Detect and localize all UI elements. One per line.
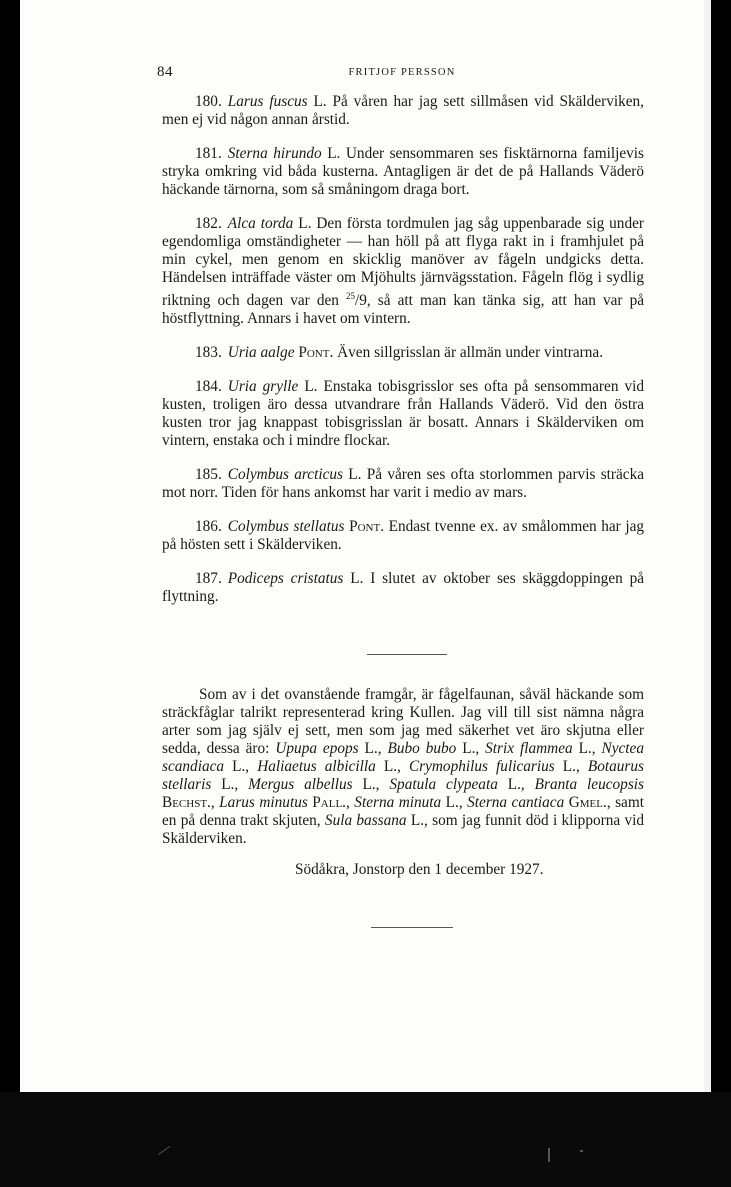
entry-text: Även sillgrisslan är allmän under vintrarna. bbox=[337, 344, 604, 362]
scan-background bbox=[0, 1092, 731, 1187]
page-number: 84 bbox=[157, 64, 173, 80]
entry-text: På våren ses ofta storlommen parvis sträcka mot norr. Tiden för hans ankomst har varit i medio av mars. bbox=[162, 466, 645, 502]
entry-text: Under sensommaren ses fisktärnorna familjevis stryka omkring vid båda kusterna. Antagligen är det de på Hallands Väderö häckande tärnorna, som så småningom draga bort. bbox=[162, 145, 644, 198]
entry-number: 184. bbox=[195, 378, 222, 396]
entry-number: 186. bbox=[195, 518, 222, 536]
species-entry bbox=[162, 344, 644, 362]
species-name: Sula bassana bbox=[324, 812, 407, 829]
entry-number: 187. bbox=[195, 570, 222, 588]
species-author: L. bbox=[304, 378, 318, 396]
species-name: Nyctea scandiaca bbox=[162, 740, 644, 775]
species-name: Larus minutus bbox=[219, 794, 308, 811]
species-name: Podiceps cristatus bbox=[227, 570, 344, 588]
species-name: Botaurus stellaris bbox=[162, 758, 644, 793]
end-divider bbox=[371, 927, 453, 928]
conclusion-text: Som av i det ovanstående framgår, är fågelfaunan, såväl häckande som sträckfåglar talrikt representerad kring Kullen. Jag vill till sist nämna några arter som jag själv ej sett, men som jag med säkerhet vet äro skjutna eller sedda, dessa äro: bbox=[162, 686, 644, 757]
species-entry bbox=[162, 518, 644, 554]
conclusion-text: , samt en på denna trakt skjuten, bbox=[162, 794, 644, 829]
species-name: Mergus albellus bbox=[248, 776, 353, 793]
species-name: Alca torda bbox=[227, 215, 294, 232]
species-entry bbox=[162, 378, 644, 450]
conclusion-text: L., bbox=[375, 758, 409, 775]
scan-speck bbox=[548, 1148, 550, 1162]
species-author: Gmel. bbox=[568, 794, 607, 811]
conclusion-text: L., bbox=[554, 758, 588, 775]
conclusion-paragraph bbox=[162, 686, 644, 848]
species-entry bbox=[162, 570, 644, 606]
scan-speck bbox=[580, 1150, 583, 1152]
species-name: Larus fuscus bbox=[227, 93, 308, 110]
conclusion-text: L., bbox=[572, 740, 602, 757]
page-edge bbox=[704, 0, 711, 1092]
species-name: Sterna cantiaca bbox=[467, 794, 565, 811]
entry-number: 185. bbox=[195, 466, 222, 484]
entry-number: 182. bbox=[195, 215, 222, 232]
species-entry bbox=[162, 145, 644, 199]
species-author: Pont. bbox=[349, 518, 385, 536]
species-entry bbox=[162, 466, 644, 502]
species-name: Sterna minuta bbox=[354, 794, 442, 811]
conclusion-text: L., bbox=[352, 776, 390, 793]
conclusion-text: L., bbox=[456, 740, 486, 757]
entry-text: Enstaka tobisgrisslor ses ofta på sensommaren vid kusten, troligen äro dessa utvandrare från Hallands Väderö. Vid den östra kusten tror jag knappast tobisgrisslan är bosatt. Annars i Skälderviken om vintern, enstaka och i mindre flockar. bbox=[162, 378, 644, 450]
species-name: Spatula clypeata bbox=[389, 776, 498, 793]
date-fraction: $^{25}$/9 bbox=[346, 291, 367, 310]
species-author: Pont. bbox=[298, 344, 334, 362]
page-header bbox=[157, 64, 647, 84]
species-name: Uria aalge bbox=[227, 344, 295, 362]
signature-line: Södåkra, Jonstorp den 1 december 1927. bbox=[295, 861, 544, 878]
entry-text: På våren har jag sett sillmåsen vid Skälderviken, men ej vid någon annan årstid. bbox=[162, 93, 645, 128]
conclusion-text: , bbox=[210, 794, 220, 811]
species-author: Bechst. bbox=[162, 794, 211, 811]
conclusion-text: L., bbox=[211, 776, 249, 793]
entry-text: , så att man kan tänka sig, att han var på höstflyttning. Annars i havet om vintern. bbox=[162, 292, 645, 328]
species-author: L. bbox=[348, 466, 362, 484]
conclusion-text: L., som jag funnit död i klipporna vid Skälderviken. bbox=[162, 812, 644, 847]
entry-text: I slutet av oktober ses skäggdoppingen på flyttning. bbox=[162, 570, 645, 606]
running-head: FRITJOF PERSSON bbox=[348, 67, 456, 78]
entry-number: 180. bbox=[195, 93, 222, 110]
species-author: L. bbox=[298, 215, 312, 232]
species-author: L. bbox=[350, 570, 364, 588]
species-entry bbox=[162, 93, 644, 129]
species-author: L. bbox=[313, 93, 327, 110]
species-entries bbox=[162, 93, 644, 622]
entry-number: 183. bbox=[195, 344, 222, 362]
species-name: Colymbus stellatus bbox=[227, 518, 345, 536]
species-name: Sterna hirundo bbox=[227, 145, 322, 162]
species-name: Colymbus arcticus bbox=[227, 466, 343, 484]
species-author: Pall. bbox=[312, 794, 346, 811]
entry-number: 181. bbox=[195, 145, 222, 162]
species-name: Branta leucopsis bbox=[534, 776, 644, 793]
conclusion-text: L., bbox=[224, 758, 258, 775]
species-entry bbox=[162, 215, 644, 328]
conclusion-text: L., bbox=[358, 740, 388, 757]
species-name: Upupa epops bbox=[275, 740, 359, 757]
conclusion-text: , bbox=[346, 794, 355, 811]
species-name: Strix flammea bbox=[485, 740, 573, 757]
species-name: Haliaetus albicilla bbox=[257, 758, 376, 775]
entry-text: Endast tvenne ex. av smålommen har jag på hösten sett i Skälderviken. bbox=[162, 518, 645, 554]
conclusion bbox=[162, 686, 644, 848]
species-name: Crymophilus fulicarius bbox=[408, 758, 555, 775]
section-divider bbox=[367, 654, 447, 655]
species-author: L. bbox=[327, 145, 341, 162]
conclusion-text: L., bbox=[441, 794, 468, 811]
entry-text: Den första tordmulen jag såg uppenbarade sig under egendomliga omständigheter — han höll på att flyga rakt in i framhjulet på min cykel, men genom en skicklig manöver av fågeln undgicks detta. Händelsen inträffade väster om Mjöhults järnvägsstation. Fågeln flög i sydlig riktning och dagen var den bbox=[162, 215, 644, 310]
species-name: Bubo bubo bbox=[387, 740, 457, 757]
conclusion-text: L., bbox=[497, 776, 535, 793]
species-name: Uria grylle bbox=[227, 378, 299, 396]
